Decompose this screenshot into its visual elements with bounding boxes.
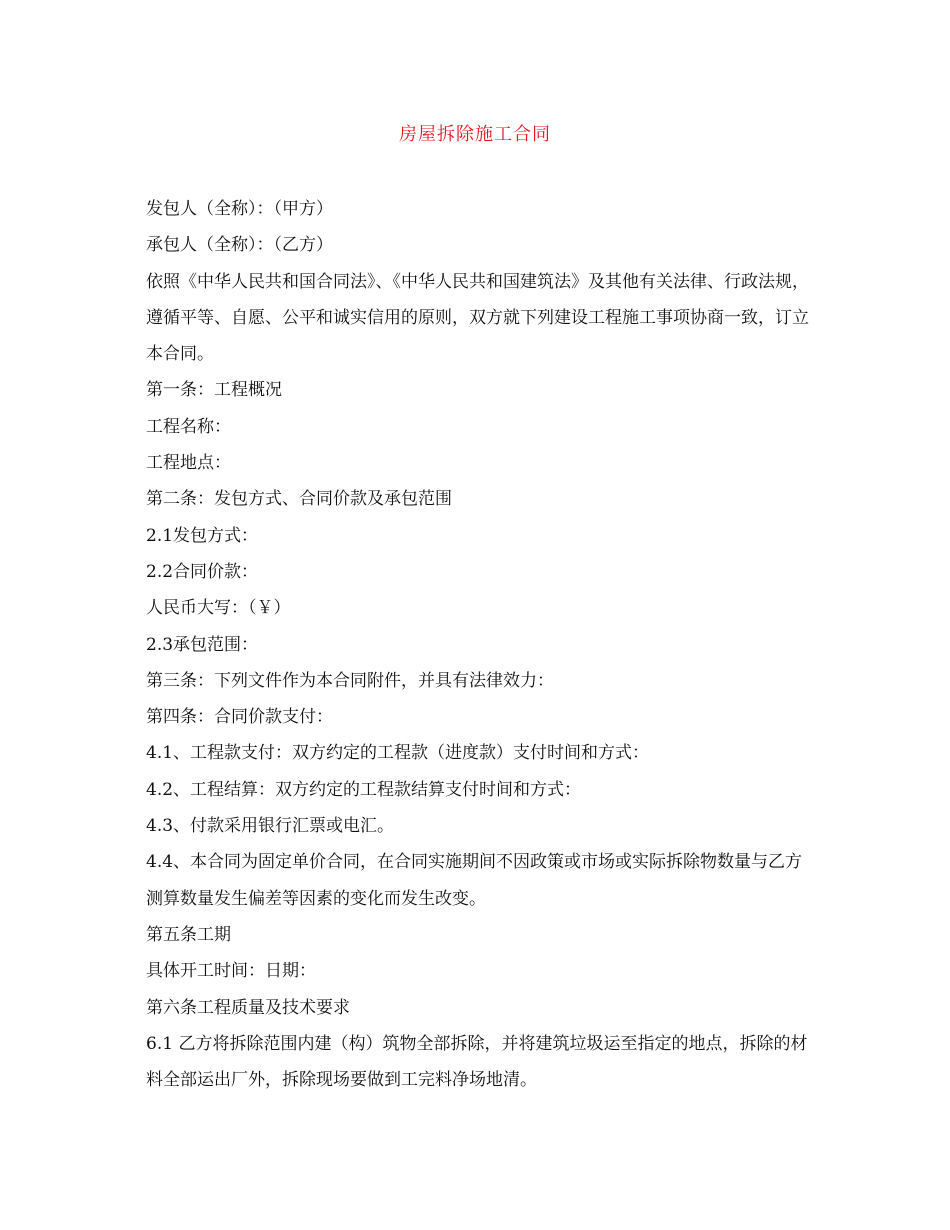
article-6-heading: 第六条工程质量及技术要求 xyxy=(146,997,350,1018)
rmb-amount-line: 人民币大写：（￥） xyxy=(146,598,291,619)
document-body xyxy=(146,191,814,1098)
clause-4-3: 4.3、付款采用银行汇票或电汇。 xyxy=(146,816,395,837)
preamble-paragraph: 依照《中华人民共和国合同法》、《中华人民共和国建筑法》及其他有关法律、行政法规，遵循平等、自愿、公平和诚实信用的原则，双方就下列建设工程施工事项协商一致，订立本合同。 xyxy=(146,271,809,365)
project-location-line: 工程地点： xyxy=(146,453,231,474)
article-4-heading: 第四条：合同价款支付： xyxy=(146,707,333,728)
clause-6-1: 6.1 乙方将拆除范围内建（构）筑物全部拆除，并将建筑垃圾运至指定的地点，拆除的材料全部运出厂外，拆除现场要做到工完料净场地清。 xyxy=(146,1033,808,1091)
article-3-heading: 第三条：下列文件作为本合同附件，并具有法律效力： xyxy=(146,670,554,691)
clause-2-3: 2.3承包范围： xyxy=(146,634,259,655)
project-name-line: 工程名称： xyxy=(146,416,231,437)
article-1-heading: 第一条：工程概况 xyxy=(146,380,282,401)
article-2-heading: 第二条：发包方式、合同价款及承包范围 xyxy=(146,489,452,510)
party-b-line: 承包人（全称）：（乙方） xyxy=(146,235,333,256)
document-title: 房屋拆除施工合同 xyxy=(399,124,551,145)
clause-2-2: 2.2合同价款： xyxy=(146,561,259,582)
clause-4-4: 4.4、本合同为固定单价合同，在合同实施期间不因政策或市场或实际拆除物数量与乙方测算数量发生偏差等因素的变化而发生改变。 xyxy=(146,852,803,909)
start-date-line: 具体开工时间：日期： xyxy=(146,961,316,982)
clause-4-2: 4.2、工程结算：双方约定的工程款结算支付时间和方式： xyxy=(146,779,582,800)
party-a-line: 发包人（全称）：（甲方） xyxy=(146,199,333,219)
clause-2-1: 2.1发包方式： xyxy=(146,525,259,546)
clause-4-1: 4.1、工程款支付：双方约定的工程款（进度款）支付时间和方式： xyxy=(146,743,650,764)
article-5-heading: 第五条工期 xyxy=(146,924,231,945)
